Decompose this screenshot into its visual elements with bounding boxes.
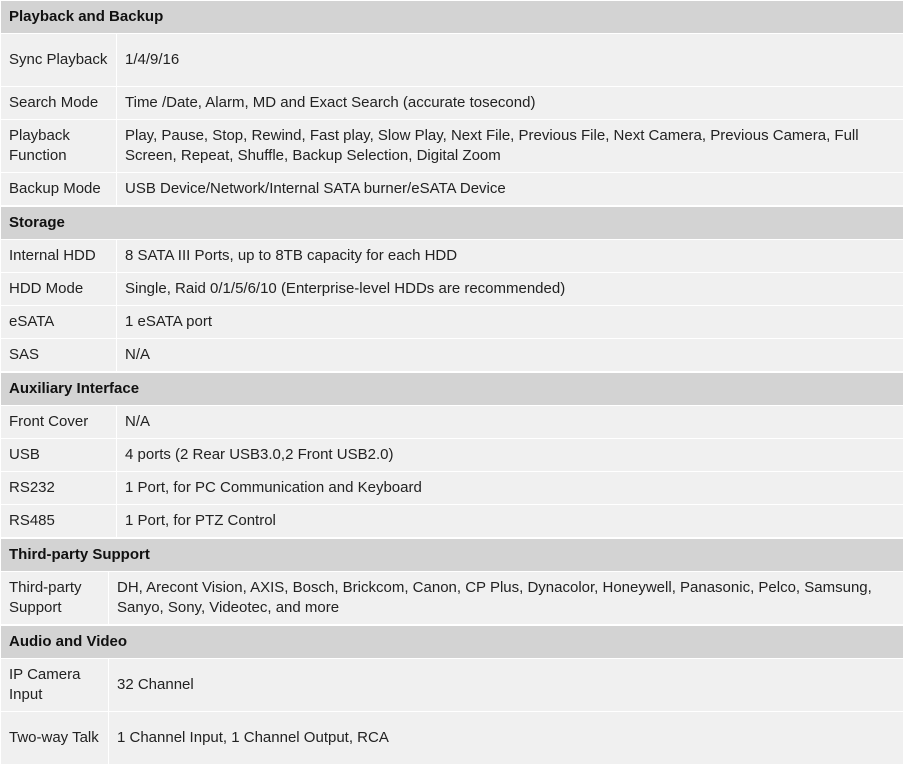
row-label: Playback Function: [1, 120, 117, 173]
table-row: [1, 406, 904, 439]
row-value: 8 SATA III Ports, up to 8TB capacity for each HDD: [117, 240, 904, 273]
table-row: [1, 659, 904, 712]
section-storage: [0, 206, 904, 372]
row-value: Single, Raid 0/1/5/6/10 (Enterprise-level HDDs are recommended): [117, 273, 904, 306]
row-label: Backup Mode: [1, 173, 117, 206]
row-value: Play, Pause, Stop, Rewind, Fast play, Slow Play, Next File, Previous File, Next Camera, Previous Camera, Full Screen, Repeat, Shuffle, Backup Selection, Digital Zoom: [117, 120, 904, 173]
table-row: [1, 173, 904, 206]
row-label: eSATA: [1, 306, 117, 339]
table-row: [1, 34, 904, 87]
row-label: Search Mode: [1, 87, 117, 120]
table-row: [1, 572, 904, 625]
table-row: [1, 306, 904, 339]
section-playback-and-backup: [0, 0, 904, 206]
table-row: [1, 87, 904, 120]
section-header: Third-party Support: [1, 539, 904, 572]
row-label: Front Cover: [1, 406, 117, 439]
section-audio-and-video: [0, 625, 904, 765]
table-row: [1, 240, 904, 273]
row-value: USB Device/Network/Internal SATA burner/eSATA Device: [117, 173, 904, 206]
row-value: 32 Channel: [109, 659, 904, 712]
section-auxiliary-interface: [0, 372, 904, 538]
row-label: Sync Playback: [1, 34, 117, 87]
section-header: Storage: [1, 207, 904, 240]
row-label: USB: [1, 439, 117, 472]
row-value: N/A: [117, 406, 904, 439]
table-row: [1, 472, 904, 505]
row-value: 1 Port, for PC Communication and Keyboard: [117, 472, 904, 505]
section-header: Playback and Backup: [1, 1, 904, 34]
table-row: [1, 439, 904, 472]
section-header: Auxiliary Interface: [1, 373, 904, 406]
row-label: SAS: [1, 339, 117, 372]
row-value: Time /Date, Alarm, MD and Exact Search (accurate tosecond): [117, 87, 904, 120]
row-value: DH, Arecont Vision, AXIS, Bosch, Brickcom, Canon, CP Plus, Dynacolor, Honeywell, Panasonic, Pelco, Samsung, Sanyo, Sony, Videotec, and more: [109, 572, 904, 625]
table-row: [1, 505, 904, 538]
table-row: [1, 339, 904, 372]
row-value: 1 Channel Input, 1 Channel Output, RCA: [109, 712, 904, 765]
table-row: [1, 120, 904, 173]
section-header: Audio and Video: [1, 626, 904, 659]
row-label: IP Camera Input: [1, 659, 109, 712]
row-value: 1 Port, for PTZ Control: [117, 505, 904, 538]
row-label: HDD Mode: [1, 273, 117, 306]
row-value: 1/4/9/16: [117, 34, 904, 87]
row-value: N/A: [117, 339, 904, 372]
row-value: 1 eSATA port: [117, 306, 904, 339]
table-row: [1, 712, 904, 765]
row-label: Third-party Support: [1, 572, 109, 625]
row-label: RS232: [1, 472, 117, 505]
section-third-party-support: [0, 538, 904, 625]
row-value: 4 ports (2 Rear USB3.0,2 Front USB2.0): [117, 439, 904, 472]
row-label: Two-way Talk: [1, 712, 109, 765]
table-row: [1, 273, 904, 306]
row-label: Internal HDD: [1, 240, 117, 273]
row-label: RS485: [1, 505, 117, 538]
